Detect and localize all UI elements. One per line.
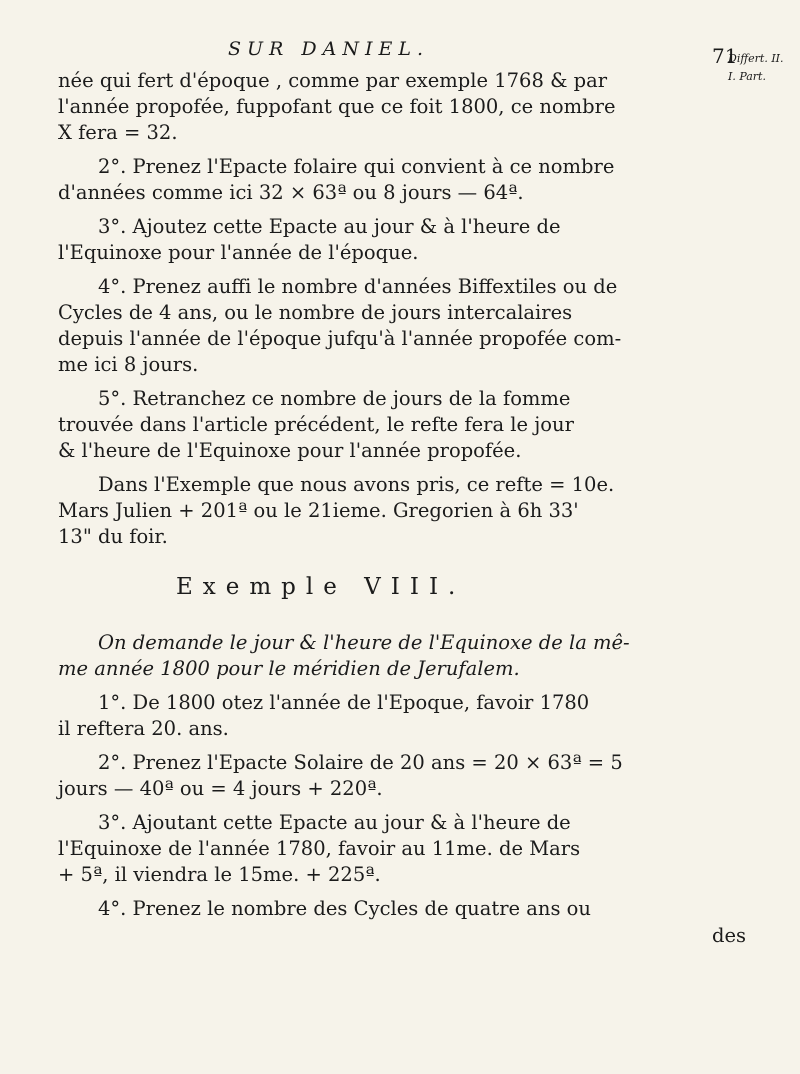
text-line: X fera = 32. (58, 121, 178, 144)
text-line: l'année propofée, fuppofant que ce foit 1800, ce nombre (58, 95, 616, 118)
text-line: trouvée dans l'article précédent, le refte fera le jour (58, 413, 574, 436)
example-question-line: On demande le jour & l'heure de l'Equinoxe de la mê- (98, 631, 630, 654)
text-line: 2°. Prenez l'Epacte Solaire de 20 ans = 20 × 63ª = 5 (98, 751, 623, 774)
text-line: l'Equinoxe pour l'année de l'époque. (58, 241, 419, 264)
text-line: Mars Julien + 201ª ou le 21ieme. Gregorien à 6h 33' (58, 499, 579, 522)
text-line: 2°. Prenez l'Epacte folaire qui convient à ce nombre (98, 155, 615, 178)
text-line: me ici 8 jours. (58, 353, 199, 376)
text-line: née qui fert d'époque , comme par exemple 1768 & par (58, 69, 608, 92)
text-line: + 5ª, il viendra le 15me. + 225ª. (58, 863, 381, 886)
margin-note-part: I. Part. (728, 70, 766, 83)
text-line: & l'heure de l'Equinoxe pour l'année propofée. (58, 439, 522, 462)
text-line: 3°. Ajoutez cette Epacte au jour & à l'heure de (98, 215, 561, 238)
text-line: depuis l'année de l'époque jufqu'à l'année propofée com- (58, 327, 622, 350)
text-line: Cycles de 4 ans, ou le nombre de jours intercalaires (58, 301, 573, 324)
text-line: 13" du foir. (58, 525, 168, 548)
text-line: d'années comme ici 32 × 63ª ou 8 jours — 64ª. (58, 181, 524, 204)
text-line: l'Equinoxe de l'année 1780, favoir au 11me. de Mars (58, 837, 581, 860)
text-line: 4°. Prenez auffi le nombre d'années Biffextiles ou de (98, 275, 618, 298)
text-line: 1°. De 1800 otez l'année de l'Epoque, favoir 1780 (98, 691, 590, 714)
example-heading: Exemple VIII. (176, 574, 466, 600)
running-title: SUR DANIEL. (228, 38, 429, 60)
text-line: 4°. Prenez le nombre des Cycles de quatre ans ou (98, 897, 591, 920)
text-line: jours — 40ª ou = 4 jours + 220ª. (58, 777, 383, 800)
catchword: des (712, 924, 747, 947)
text-line: 5°. Retranchez ce nombre de jours de la fomme (98, 387, 571, 410)
text-line: il reftera 20. ans. (58, 717, 229, 740)
page-number: 71 (712, 44, 738, 68)
text-line: Dans l'Exemple que nous avons pris, ce refte = 10e. (98, 473, 615, 496)
text-line: 3°. Ajoutant cette Epacte au jour & à l'heure de (98, 811, 571, 834)
example-question-line: me année 1800 pour le méridien de Jerufalem. (58, 657, 520, 680)
margin-note-dissertation: Differt. II. (728, 52, 784, 65)
